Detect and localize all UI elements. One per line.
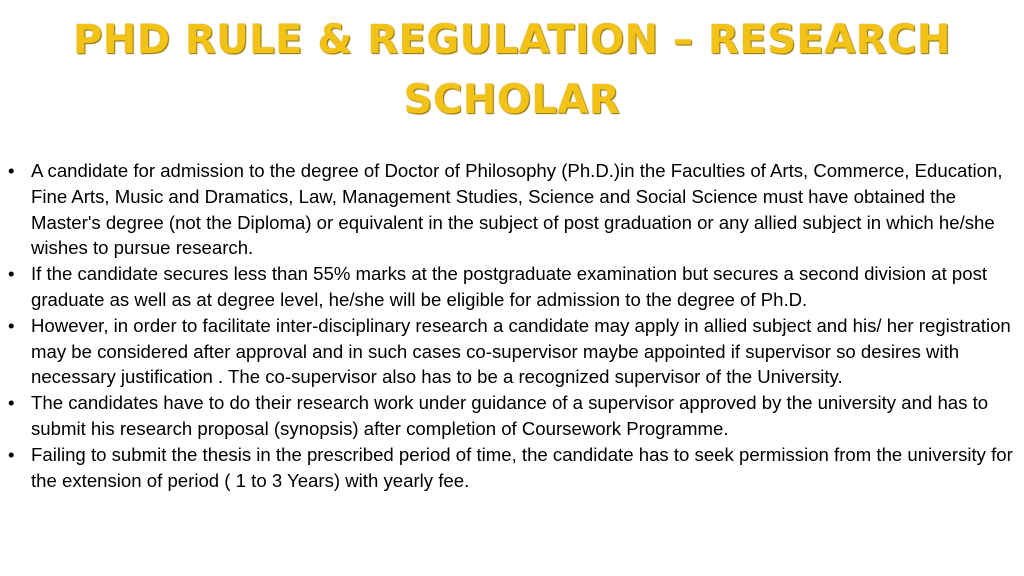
bullet-dot-icon: • [8, 160, 15, 181]
bullet-list [8, 158, 1014, 493]
bullet-text: Failing to submit the thesis in the prescribed period of time, the candidate has to seek permission from the university for the extension of period ( 1 to 3 Years) with yearly fee. [31, 443, 1013, 491]
bullet-text: However, in order to facilitate inter-disciplinary research a candidate may apply in allied subject and his/ her registration may be considered after approval and in such cases co-supervisor maybe appointed if supervisor so desires with necessary justification . The co-supervisor also has to be a recognized supervisor of the University. [31, 314, 1011, 388]
bullet-dot-icon: • [8, 443, 15, 465]
slide-title-line-1: PHD RULE & REGULATION – RESEARCH [73, 17, 951, 63]
bullet-dot-icon: • [8, 263, 15, 285]
bullet-dot-icon: • [8, 314, 15, 336]
bullet-text: If the candidate secures less than 55% marks at the postgraduate examination but secures a second division at post graduate as well as at degree level, he/she will be eligible for admission to the degree of Ph.D. [31, 263, 988, 310]
bullet-item [8, 442, 1014, 494]
bullet-item [8, 158, 1014, 261]
slide-title [30, 10, 994, 130]
bullet-text: The candidates have to do their research work under guidance of a supervisor approved by the university and has to submit his research proposal (synopsis) after completion of Coursework Programme. [31, 392, 989, 439]
bullet-item [8, 313, 1014, 390]
slide-title-line-2: SCHOLAR [403, 77, 621, 123]
bullet-item [8, 261, 1014, 313]
bullet-text: A candidate for admission to the degree of Doctor of Philosophy (Ph.D.)in the Faculties of Arts, Commerce, Education, Fine Arts, Music and Dramatics, Law, Management Studies, Science and Social Science must have obtained the Master's degree (not the Diploma) or equivalent in the subject of post graduation or any allied subject in which he/she wishes to pursue research. [31, 160, 1003, 259]
bullet-dot-icon: • [8, 392, 15, 414]
bullet-item [8, 390, 1014, 442]
